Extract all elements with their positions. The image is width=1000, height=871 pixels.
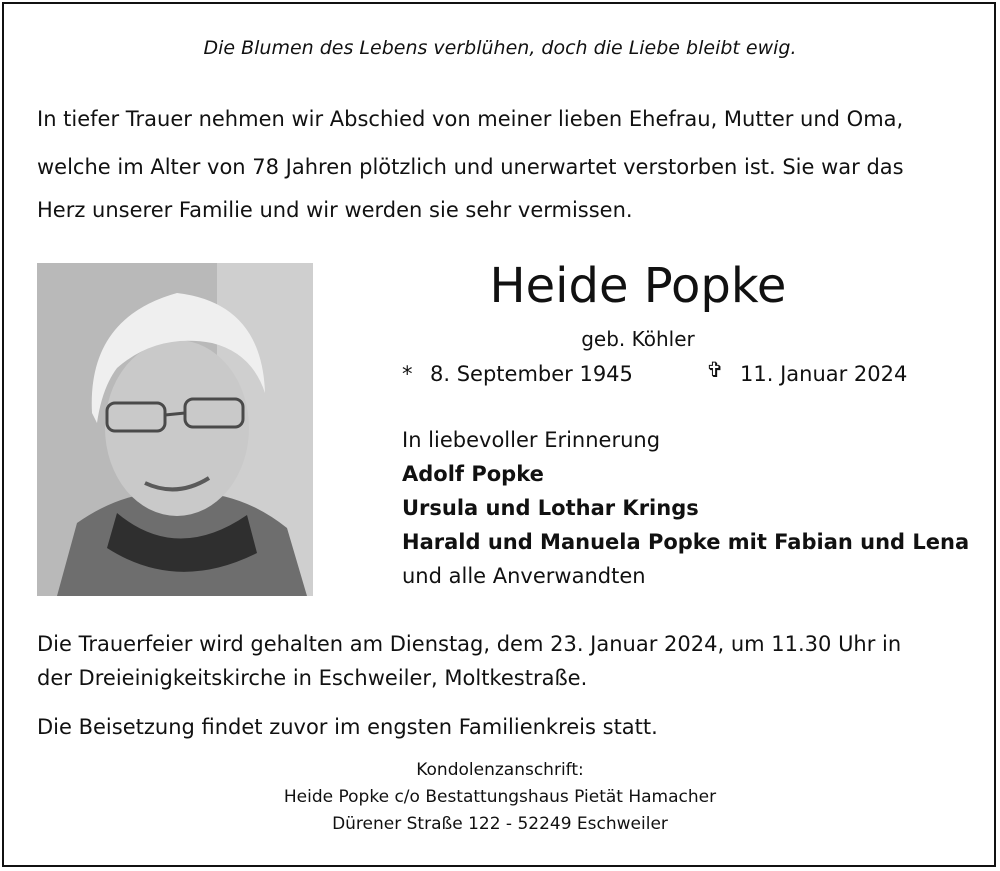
death-date: 11. Januar 2024 xyxy=(740,362,908,386)
intro-line-2: welche im Alter von 78 Jahren plötzlich und unerwartet verstorben ist. Sie war das xyxy=(37,155,904,179)
deceased-name: Heide Popke xyxy=(489,258,787,314)
service-line-2: der Dreieinigkeitskirche in Eschweiler, Moltkestraße. xyxy=(37,666,588,690)
condolence-address-2: Dürener Straße 122 - 52249 Eschweiler xyxy=(332,814,668,834)
portrait-photo xyxy=(37,263,313,596)
birth-date: 8. September 1945 xyxy=(430,362,633,386)
mourner-name: Ursula und Lothar Krings xyxy=(402,496,699,520)
birth-symbol: * xyxy=(402,362,413,386)
condolence-heading: Kondolenzanschrift: xyxy=(416,760,584,780)
born-name: geb. Köhler xyxy=(581,327,695,351)
motto: Die Blumen des Lebens verblühen, doch die Liebe bleibt ewig. xyxy=(203,37,797,59)
mourner-name: Adolf Popke xyxy=(402,462,544,486)
intro-line-1: In tiefer Trauer nehmen wir Abschied von meiner lieben Ehefrau, Mutter und Oma, xyxy=(37,107,904,131)
portrait-illustration xyxy=(37,263,313,596)
mourners-intro: In liebevoller Erinnerung xyxy=(402,428,661,452)
cross-icon: ✞ xyxy=(706,358,724,382)
burial-note: Die Beisetzung findet zuvor im engsten Familienkreis statt. xyxy=(37,715,658,739)
intro-line-3: Herz unserer Familie und wir werden sie sehr vermissen. xyxy=(37,198,633,222)
condolence-address-1: Heide Popke c/o Bestattungshaus Pietät Hamacher xyxy=(283,787,717,807)
mourners-closing: und alle Anverwandten xyxy=(402,564,646,588)
mourner-name: Harald und Manuela Popke mit Fabian und Lena xyxy=(402,530,970,554)
service-line-1: Die Trauerfeier wird gehalten am Dienstag, dem 23. Januar 2024, um 11.30 Uhr in xyxy=(37,632,902,656)
